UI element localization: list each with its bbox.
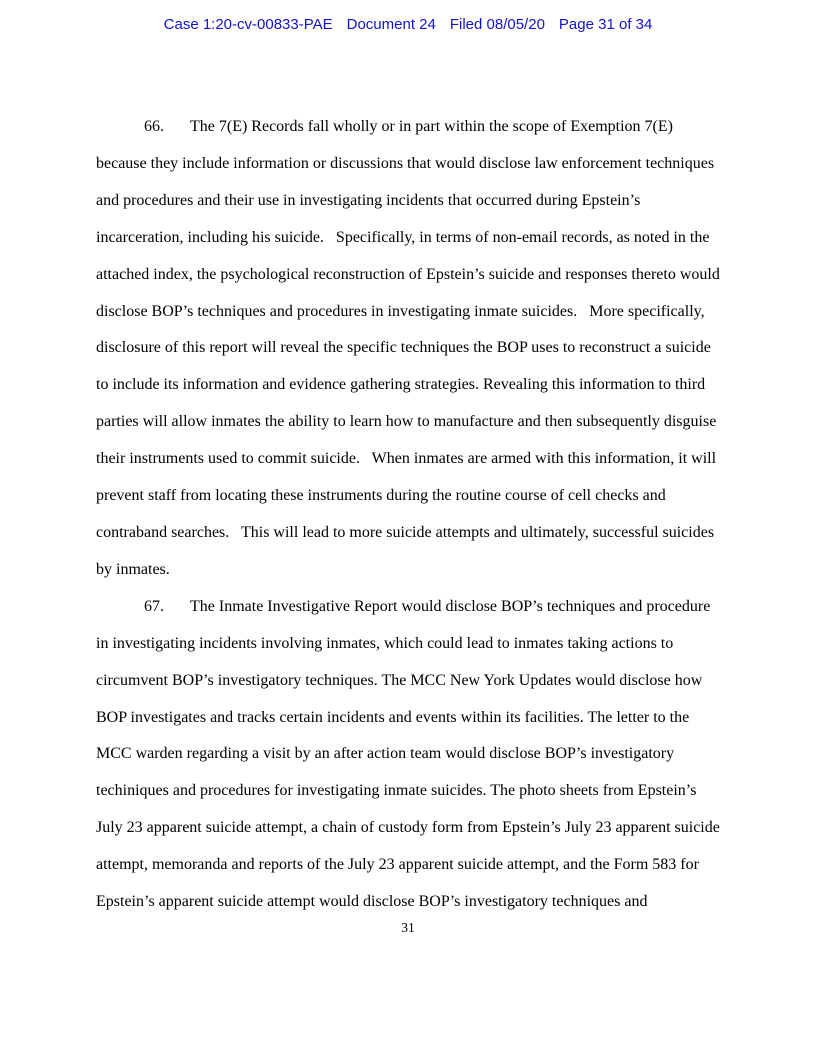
ecf-stamp-header [0, 16, 816, 33]
document-body [96, 109, 724, 921]
page-footer [0, 920, 816, 936]
document-number: Document 24 [346, 16, 436, 33]
paragraph-66 [96, 109, 724, 589]
paragraph-number: 66. [144, 118, 164, 135]
paragraph-text: The Inmate Investigative Report would disclose BOP’s techniques and procedure in investigating incidents involving inmates, which could lead to inmates taking actions to circumvent BOP’s investigatory techniques. The MCC New York Updates would disclose how BOP investigates and tracks certain incidents and events within its facilities. The letter to the MCC warden regarding a visit by an after action team would disclose BOP’s investigatory techiniques and procedures for investigating inmate suicides. The photo sheets from Epstein’s July 23 apparent suicide attempt, a chain of custody form from Epstein’s July 23 apparent suicide attempt, memoranda and reports of the July 23 apparent suicide attempt, and the Form 583 for Epstein’s apparent suicide attempt would disclose BOP’s investigatory techniques and [96, 597, 724, 911]
paragraph-67 [96, 589, 724, 921]
page-indicator: Page 31 of 34 [558, 16, 653, 33]
page-number: 31 [401, 920, 415, 935]
paragraph-number: 67. [144, 597, 164, 615]
case-number: Case 1:20-cv-00833-PAE [163, 16, 333, 33]
filed-date: Filed 08/05/20 [449, 16, 545, 33]
paragraph-text: The 7(E) Records fall wholly or in part within the scope of Exemption 7(E) because they include information or discussions that would disclose law enforcement techniques and procedures and their use in investigating incidents that occurred during Epstein’s incarceration, including his suicide. Specifically, in terms of non-email records, as noted in the attached index, the psychological reconstruction of Epstein’s suicide and responses thereto would disclose BOP’s techniques and procedures in investigating inmate suicides. More specifically, disclosure of this report will reveal the specific techniques the BOP uses to reconstruct a suicide to include its information and evidence gathering strategies. Revealing this information to third parties will allow inmates the ability to learn how to manufacture and then subsequently disguise their instruments used to commit suicide. When inmates are armed with this information, it will prevent staff from locating these instruments during the routine course of cell checks and contraband searches. This will lead to more suicide attempts and ultimately, successful suicides by inmates. [96, 118, 724, 578]
